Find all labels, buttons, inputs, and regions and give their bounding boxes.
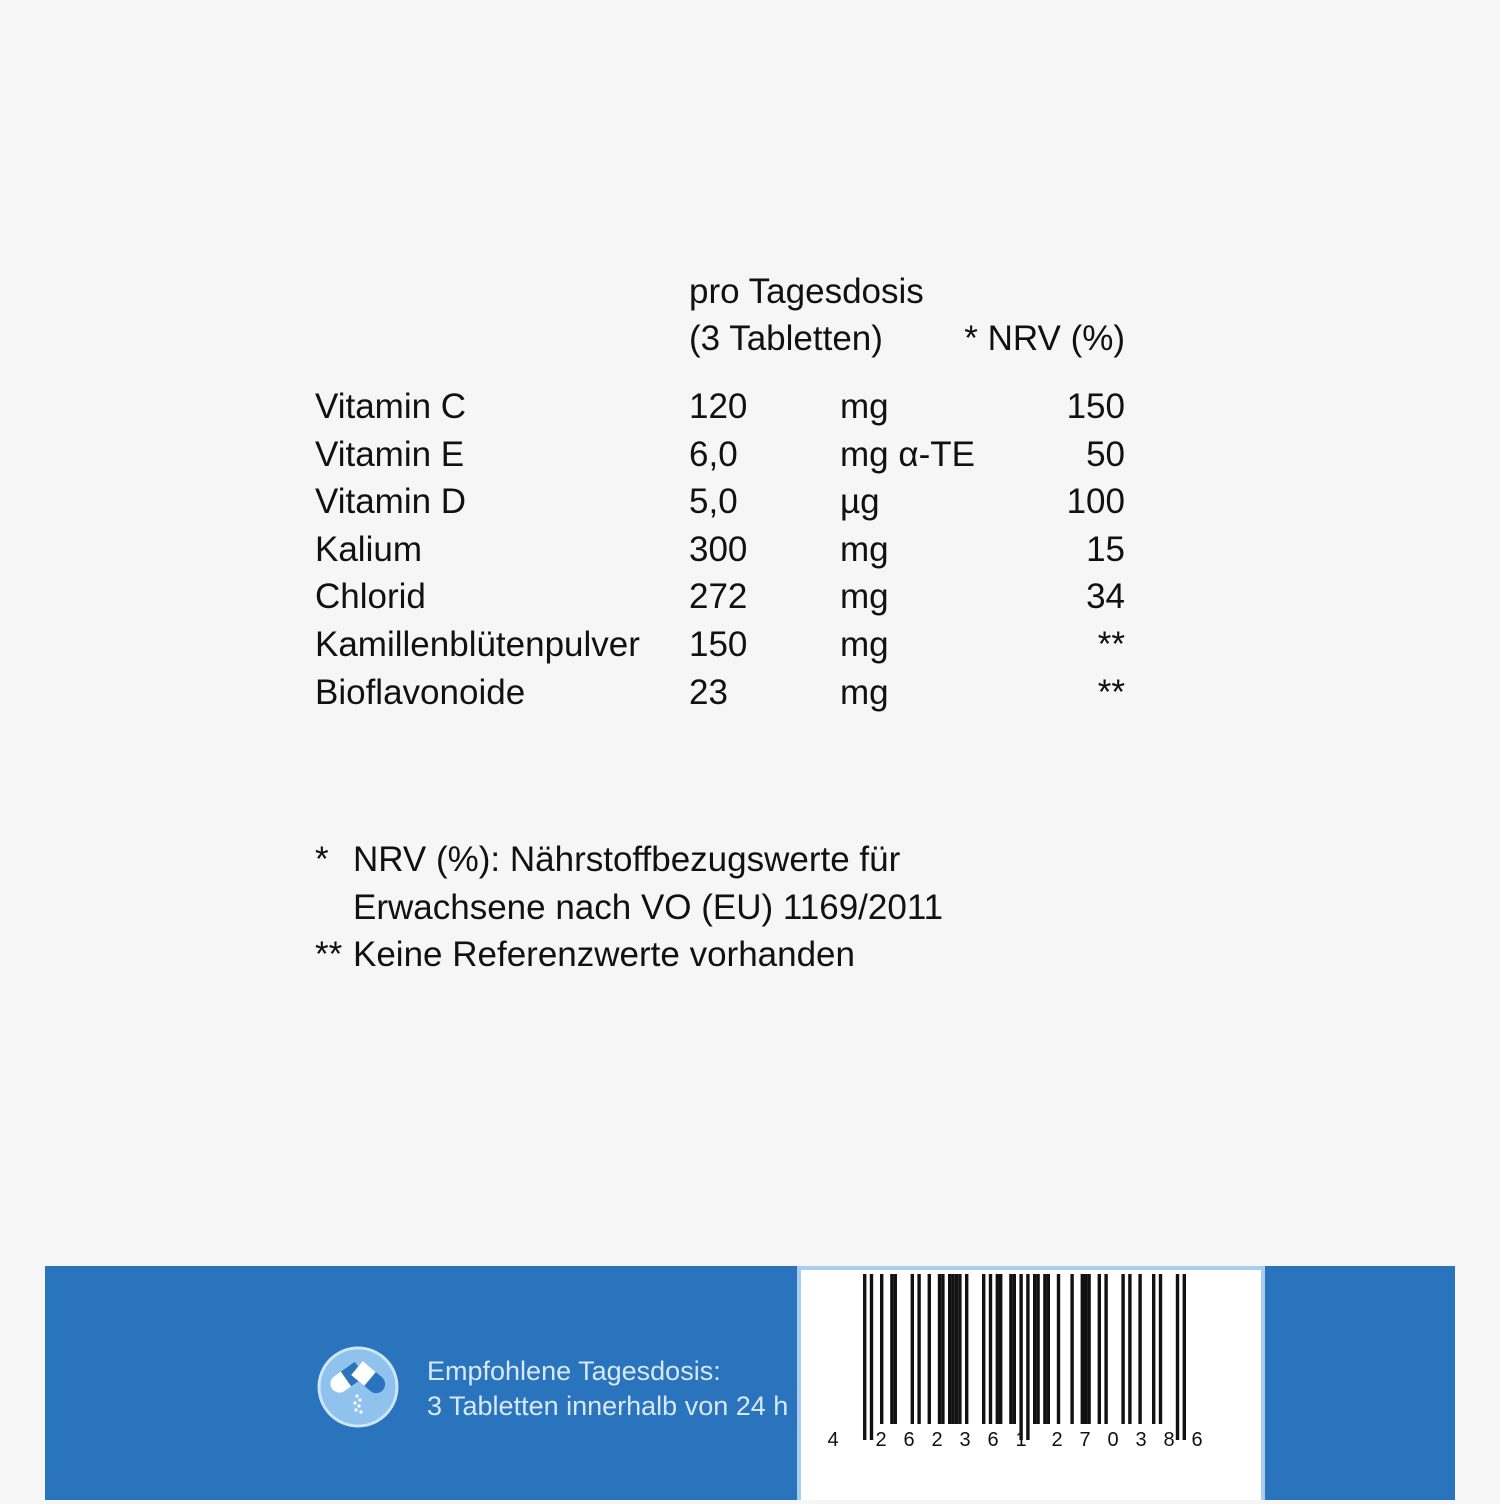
barcode-digit: 8	[1163, 1429, 1175, 1451]
nutrient-amount: 23	[689, 672, 728, 712]
table-row	[315, 669, 1125, 717]
barcode-bar	[1128, 1274, 1131, 1424]
barcode-bar	[1183, 1274, 1186, 1440]
nutrient-name: Chlorid	[315, 577, 426, 617]
barcode-bar	[1081, 1274, 1084, 1424]
table-row	[315, 573, 1125, 621]
barcode-digit: 2	[931, 1429, 943, 1451]
footnote-mark: *	[315, 840, 329, 879]
barcode-graphic	[801, 1270, 1261, 1504]
footnote-line: NRV (%): Nährstoffbezugswerte für	[353, 840, 901, 879]
nutrient-name: Bioflavonoide	[315, 672, 526, 712]
barcode-bar	[911, 1274, 914, 1424]
footnote-no-reference	[315, 931, 1015, 979]
nutrient-name: Vitamin D	[315, 482, 467, 522]
barcode-digit: 0	[1107, 1429, 1119, 1451]
nutrient-name: Vitamin C	[315, 387, 467, 426]
nutrient-nrv: **	[1097, 672, 1125, 712]
barcode-bar	[958, 1274, 961, 1424]
barcode-bar	[1152, 1274, 1155, 1424]
barcode-digit: 6	[987, 1429, 999, 1451]
barcode-bar	[928, 1274, 931, 1424]
barcode-bar	[948, 1274, 951, 1424]
nutrient-amount: 120	[689, 387, 748, 426]
nutrient-amount: 5,0	[689, 482, 738, 522]
table-row	[315, 431, 1125, 479]
barcode-bar	[863, 1274, 866, 1440]
barcode-bar	[996, 1274, 999, 1424]
nutrient-nrv: 150	[1066, 387, 1125, 426]
barcode-bar	[999, 1274, 1002, 1424]
nutrient-unit: mg	[840, 624, 889, 664]
barcode-bar	[982, 1274, 985, 1424]
barcode-digit: 3	[1135, 1429, 1147, 1451]
barcode-bar	[1098, 1274, 1101, 1424]
nutrient-name: Kamillenblütenpulver	[315, 624, 640, 664]
nutrient-nrv: 50	[1086, 434, 1125, 474]
barcode-bar	[1159, 1274, 1162, 1424]
barcode-bar	[890, 1274, 893, 1424]
barcode-bar	[1036, 1274, 1039, 1424]
nutrient-amount: 272	[689, 577, 748, 617]
barcode-bar	[1104, 1274, 1107, 1424]
barcode-digit: 2	[875, 1429, 887, 1451]
barcode-digit: 7	[1079, 1429, 1091, 1451]
bottom-band	[45, 1266, 1455, 1500]
barcode-bar	[894, 1274, 897, 1424]
nutrient-amount: 150	[689, 624, 748, 664]
footnote-mark: **	[315, 935, 343, 975]
dose-header-line1: pro Tagesdosis	[689, 272, 924, 311]
barcode-digit: 3	[959, 1429, 971, 1451]
nutrient-unit: mg α-TE	[840, 434, 975, 474]
barcode-bar	[965, 1274, 968, 1424]
barcode-bar	[1070, 1274, 1073, 1424]
recommended-dose-line1: Empfohlene Tagesdosis:	[427, 1356, 721, 1386]
footnote-nrv	[315, 836, 1015, 931]
barcode-bar	[989, 1274, 992, 1424]
barcode-digit: 1	[1015, 1429, 1027, 1451]
nutrient-nrv: 15	[1086, 529, 1125, 569]
barcode-bar	[1138, 1274, 1141, 1424]
nutrient-unit: mg	[840, 672, 889, 712]
recommended-dose	[427, 1354, 788, 1424]
barcode-bar	[955, 1274, 958, 1424]
barcode-bar	[1084, 1274, 1087, 1424]
barcode-bar	[1019, 1274, 1022, 1440]
nutrient-nrv: 34	[1086, 577, 1125, 617]
barcode-bars	[863, 1274, 1186, 1440]
nutrient-amount: 300	[689, 529, 748, 569]
barcode-digit: 2	[1051, 1429, 1063, 1451]
barcode-bar	[1047, 1274, 1050, 1424]
nutrient-unit: mg	[840, 387, 889, 426]
table-row	[315, 478, 1125, 526]
nutrient-amount: 6,0	[689, 434, 738, 474]
barcode-bar	[1009, 1274, 1012, 1424]
barcode-bar	[951, 1274, 954, 1424]
nutrient-unit: µg	[840, 482, 880, 522]
dose-header-line2: (3 Tabletten)	[689, 319, 883, 358]
barcode-bar	[1121, 1274, 1124, 1424]
table-row	[315, 526, 1125, 574]
nutrient-nrv: **	[1097, 624, 1125, 664]
table-body	[315, 383, 1125, 716]
table-row	[315, 383, 1125, 431]
barcode-digits	[827, 1429, 1202, 1451]
barcode-bar	[870, 1274, 873, 1440]
dose-column-header	[689, 268, 924, 362]
recommended-dose-line2: 3 Tabletten innerhalb von 24 h	[427, 1391, 789, 1421]
barcode-bar	[1013, 1274, 1016, 1424]
nutrient-nrv: 100	[1066, 482, 1125, 522]
footnote-line: Erwachsene nach VO (EU) 1169/2011	[353, 887, 944, 927]
barcode-bar	[938, 1274, 941, 1424]
barcode-bar	[1026, 1274, 1029, 1440]
footnotes	[315, 836, 1015, 979]
barcode-digit: 6	[903, 1429, 915, 1451]
barcode-bar	[1176, 1274, 1179, 1440]
barcode-bar	[880, 1274, 883, 1424]
nutrient-name: Kalium	[315, 529, 422, 569]
barcode	[797, 1266, 1265, 1500]
barcode-bar	[1033, 1274, 1036, 1424]
barcode-digit: 4	[827, 1429, 839, 1451]
barcode-bar	[1087, 1274, 1090, 1424]
barcode-digit: 6	[1191, 1429, 1203, 1451]
nutrient-name: Vitamin E	[315, 434, 465, 474]
barcode-bar	[1043, 1274, 1046, 1424]
nutrient-unit: mg	[840, 577, 889, 617]
nrv-column-header: * NRV (%)	[964, 319, 1125, 358]
nutrition-table	[315, 268, 1125, 716]
footnote-line: Keine Referenzwerte vorhanden	[353, 935, 855, 975]
barcode-bar	[917, 1274, 920, 1424]
barcode-bar	[941, 1274, 944, 1424]
barcode-bar	[1057, 1274, 1060, 1424]
capsule-icon	[317, 1346, 399, 1428]
table-header	[315, 268, 1125, 368]
table-row	[315, 621, 1125, 669]
nutrient-unit: mg	[840, 529, 889, 569]
